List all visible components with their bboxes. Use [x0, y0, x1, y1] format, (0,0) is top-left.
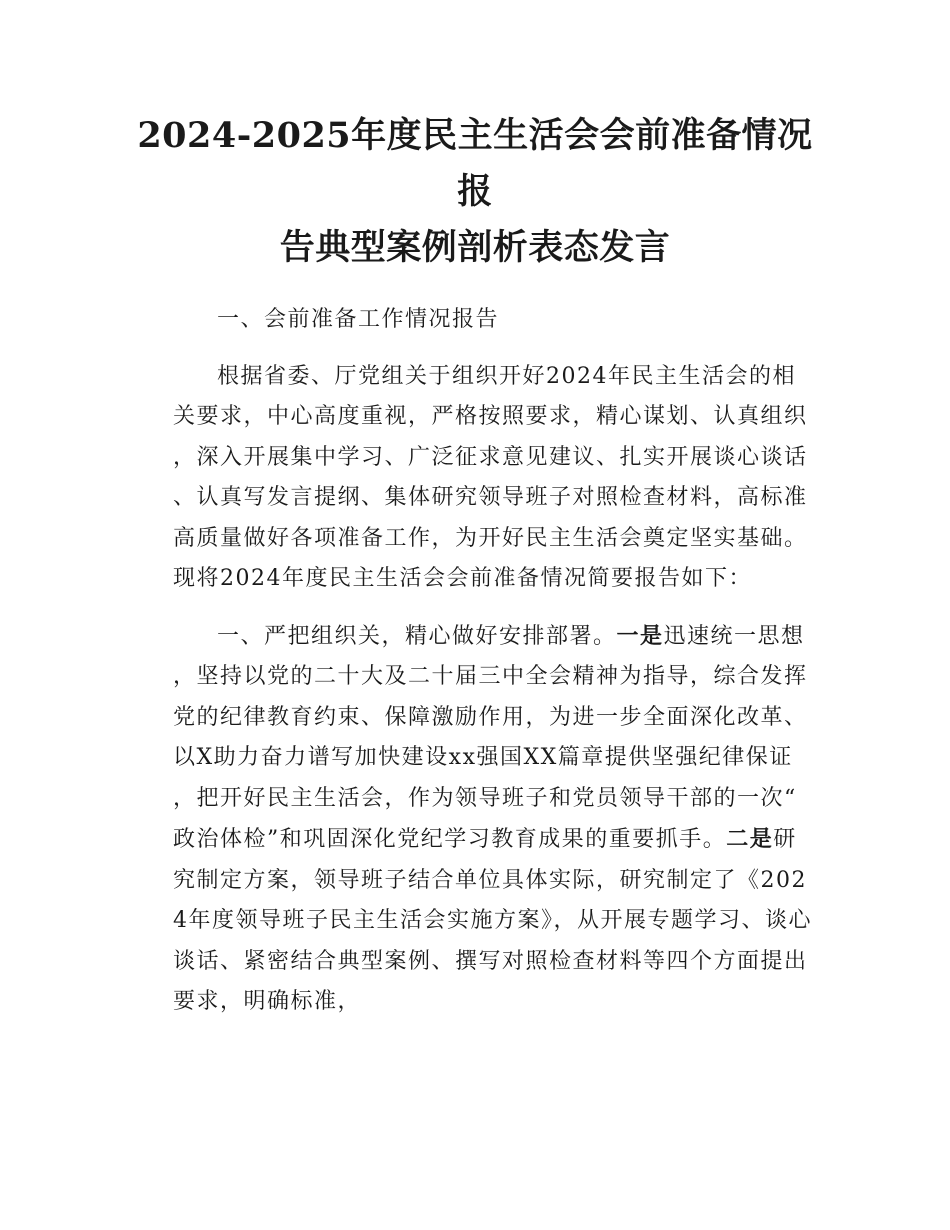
- paragraph-organization: [173, 616, 813, 1023]
- title-line-2: 告典型案例剖析表态发言: [279, 227, 671, 268]
- section-heading: 一、会前准备工作情况报告: [217, 307, 500, 332]
- document-body: [173, 300, 813, 1039]
- title-line-1: 2024-2025年度民主生活会会前准备情况报: [137, 115, 813, 212]
- marker-first: 一是: [616, 622, 664, 649]
- paragraph-lead: 一、严把组织关，精心做好安排部署。: [217, 623, 617, 649]
- paragraph-text-second: 研究制定方案，领导班子结合单位具体实际，研究制定了《2024年度领导班子民主生活会实施方案》，从开展专题学习、谈心谈话、紧密结合典型案例、撰写对照检查材料等四个方面提出要求，明确标准，: [173, 827, 812, 1014]
- paragraph-text-first: 迅速统一思想，坚持以党的二十大及二十届三中全会精神为指导，综合发挥党的纪律教育约束、保障激励作用，为进一步全面深化改革、以X助力奋力谱写加快建设xx强国XX篇章提供坚强纪律保证，把开好民主生活会，作为领导班子和党员领导干部的一次“政治体检”和巩固深化党纪学习教育成果的重要抓手。: [173, 623, 808, 852]
- paragraph-intro: 根据省委、厅党组关于组织开好2024年民主生活会的相关要求，中心高度重视，严格按照要求，精心谋划、认真组织，深入开展集中学习、广泛征求意见建议、扎实开展谈心谈话、认真写发言提纲、集体研究领导班子对照检查材料，高标准高质量做好各项准备工作，为开好民主生活会奠定坚实基础。现将2024年度民主生活会会前准备情况简要报告如下：: [173, 363, 808, 591]
- marker-second: 二是: [726, 826, 774, 852]
- document-title: [120, 108, 830, 276]
